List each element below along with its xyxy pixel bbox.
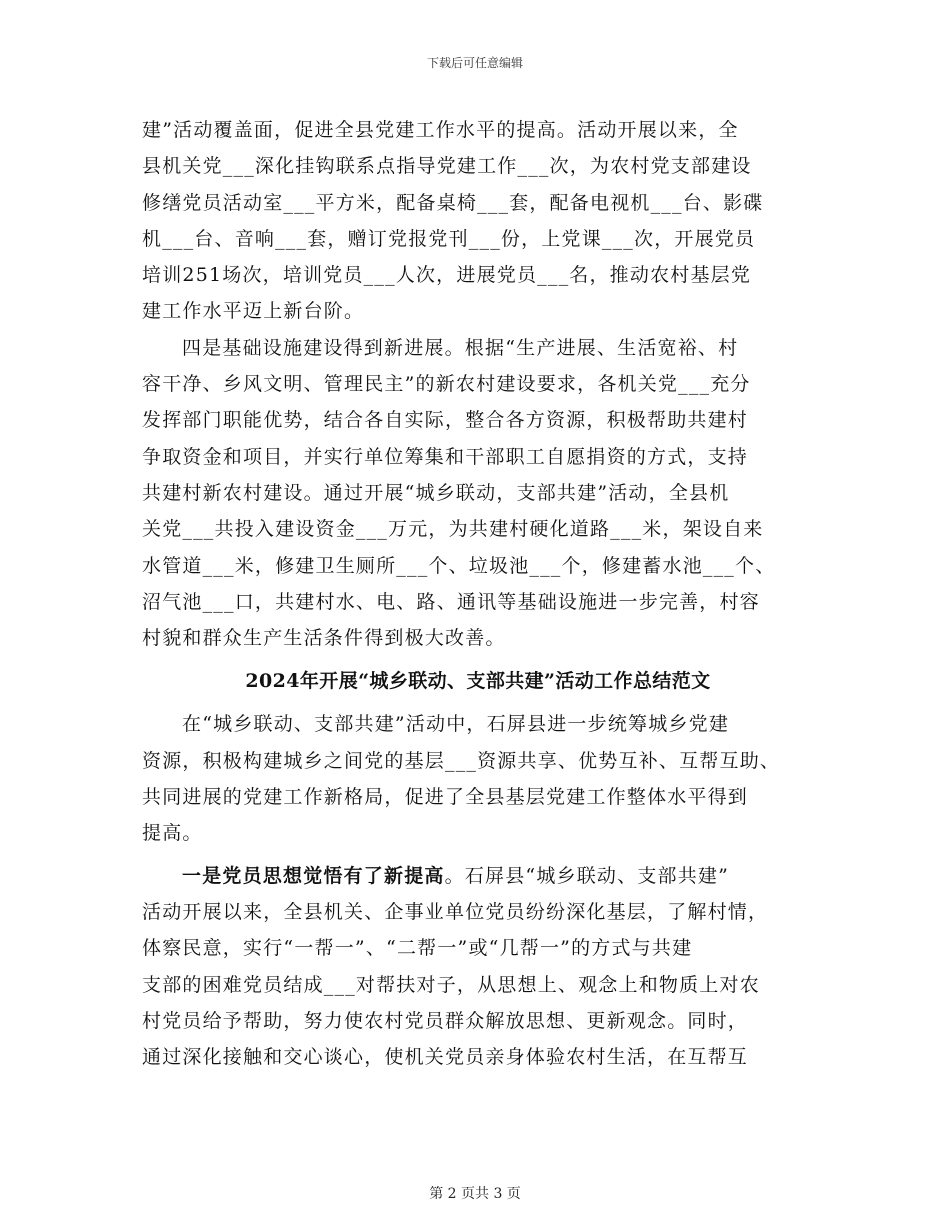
paragraph-line: 县机关党___深化挂钩联系点指导党建工作___次，为农村党支部建设 — [142, 155, 752, 178]
paragraph-line: 体察民意，实行“一帮一”、“二帮一”或“几帮一”的方式与共建 — [142, 937, 693, 960]
paragraph-line: 机___台、音响___套，赠订党报党刊___份，上党课___次，开展党员 — [142, 227, 756, 250]
paragraph-line: 培训251场次，培训党员___人次，进展党员___名，推动农村基层党 — [142, 264, 752, 287]
paragraph-line: 容干净、乡风文明、管理民主”的新农村建设要求，各机关党___充分 — [142, 373, 751, 396]
paragraph-line: 沼气池___口，共建村水、电、路、通讯等基础设施进一步完善，村容 — [142, 590, 760, 613]
paragraph-line: 水管道___米，修建卫生厕所___个、垃圾池___个，修建蓄水池___个、 — [142, 554, 776, 577]
paragraph-text: 。石屏县“城乡联动、支部共建” — [444, 864, 730, 887]
paragraph-line: 村党员给予帮助，努力使农村党员群众解放思想、更新观念。同时， — [142, 1009, 749, 1032]
paragraph-line: 修缮党员活动室___平方米，配备桌椅___套，配备电视机___台、影碟 — [142, 191, 764, 214]
paragraph-line: 建工作水平迈上新台阶。 — [142, 300, 365, 323]
paragraph-line: 资源，积极构建城乡之间党的基层___资源共享、优势互补、互帮互助、 — [142, 749, 781, 772]
paragraph-line: 提高。 — [142, 822, 203, 845]
paragraph-line: 建”活动覆盖面，促进全县党建工作水平的提高。活动开展以来，全 — [142, 119, 739, 141]
paragraph-line: 共同进展的党建工作新格局，促进了全县基层党建工作整体水平得到 — [142, 786, 749, 809]
paragraph-line: 争取资金和项目，并实行单位筹集和干部职工自愿捐资的方式，支持 — [142, 445, 749, 468]
paragraph-line: 村貌和群众生产生活条件得到极大改善。 — [142, 627, 506, 650]
document-body — [142, 112, 814, 1075]
document-title: 2024年开展“城乡联动、支部共建”活动工作总结范文 — [245, 670, 711, 693]
paragraph-line — [142, 858, 814, 894]
bold-lead-text: 一是党员思想觉悟有了新提高 — [182, 864, 445, 887]
paragraph-line: 通过深化接触和交心谈心，使机关党员亲身体验农村生活，在互帮互 — [142, 1046, 749, 1069]
page-footer: 第 2 页共 3 页 — [429, 1186, 521, 1202]
paragraph-line: 发挥部门职能优势，结合各自实际，整合各方资源，积极帮助共建村 — [142, 409, 749, 432]
paragraph-line: 共建村新农村建设。通过开展“城乡联动，支部共建”活动，全县机 — [142, 481, 730, 504]
paragraph-line: 支部的困难党员结成___对帮扶对子，从思想上、观念上和物质上对农 — [142, 973, 760, 996]
paragraph-line: 活动开展以来，全县机关、企事业单位党员纷纷深化基层，了解村情， — [142, 900, 769, 923]
paragraph-line: 四是基础设施建设得到新进展。根据“生产进展、生活宽裕、村 — [182, 336, 739, 359]
paragraph-line: 在“城乡联动、支部共建”活动中，石屏县进一步统筹城乡党建 — [182, 713, 730, 736]
paragraph-line: 关党___共投入建设资金___万元，为共建村硬化道路___米，架设自来 — [142, 518, 764, 541]
page-header: 下载后可任意编辑 — [426, 56, 523, 70]
